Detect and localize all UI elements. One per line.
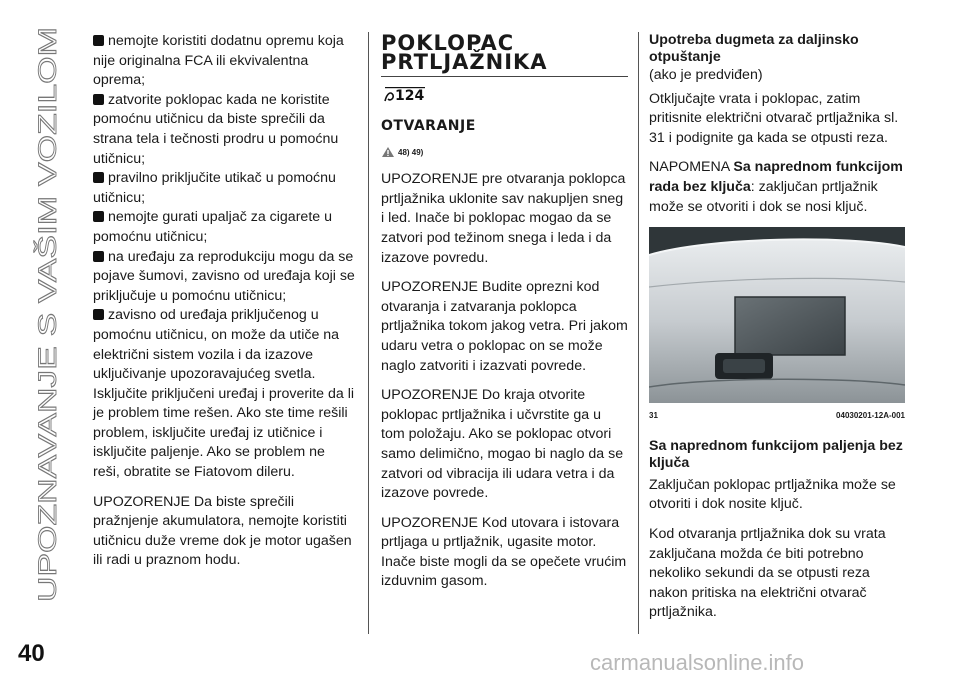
heading-note: (ako je predviđen) <box>649 67 763 83</box>
warning-triangle-icon <box>381 146 395 158</box>
figure-number: 31 <box>649 411 658 421</box>
figure-caption <box>649 406 905 426</box>
side-label-svg <box>18 22 68 602</box>
bullet-icon <box>93 251 104 262</box>
bullet-item: nemojte koristiti dodatnu opremu koja nije originalna FCA ili ekvivalentna oprema; <box>93 33 344 89</box>
column-1 <box>93 32 355 581</box>
paragraph: Kod otvaranja prtljažnika dok su vrata zaključana možda će biti potrebno nekoliko sekundi da se otpusti reza nakon pritiska na električni otvarač prtljažnika. <box>649 525 886 621</box>
warning-paragraph: UPOZORENJE Budite oprezni kod otvaranja i zatvaranja poklopca prtljažnika tokom jakog vetra. Pri jakom udaru vetra o poklopac on se može naglo zatvoriti i izazvati povrede. <box>381 279 628 374</box>
bullet-item: nemojte gurati upaljač za cigarete u pomoćnu utičnicu; <box>93 209 332 245</box>
bullet-icon <box>93 94 104 105</box>
bullet-icon <box>93 172 104 183</box>
warning-paragraph: UPOZORENJE Kod utovara i istovara prtljaga u prtljažnik, ugasite motor. Inače biste mogli da se opečete vrućim izduvnim gasom. <box>381 514 627 590</box>
fiat-124-logo-icon <box>381 83 628 105</box>
column-divider <box>638 32 639 634</box>
paragraph: Otključajte vrata i poklopac, zatim pritisnite električni otvarač prtljažnika sl. 31 i podignite ga kada se otpusti reza. <box>649 90 899 146</box>
side-label-text: UPOZNAVANJE S VAŠIM VOZILOM <box>34 194 62 602</box>
heading-remote-release: Upotreba dugmeta za daljinsko otpuštanje <box>649 32 859 65</box>
paragraph: Zaključan poklopac prtljažnika može se otvoriti i dok nosite ključ. <box>649 476 896 513</box>
heading-keyless: Sa naprednom funkcijom paljenja bez ključa <box>649 437 903 471</box>
page-number: 40 <box>18 640 45 667</box>
title-rule <box>381 76 628 77</box>
bullet-item: zavisno od uređaja priključenog u pomoćnu utičnicu, on može da utiče na električni sistem vozila i da izazove uključivanje upozoravajućeg svetla. Isključite priključeni uređaj i proverite da li je problem time rešen. Ako ste time rešili problem, isključite uređaj iz utičnice i isključite paljenje. Ako se problem ne reši, obratite se Fiatovom dileru. <box>93 307 355 481</box>
warning-paragraph: UPOZORENJE pre otvaranja poklopca prtljažnika uklonite sav nakupljen sneg i led. Inače bi poklopac mogao da se zatvori pod težinom snega i leda i da izazove povredu. <box>381 171 626 266</box>
watermark: carmanualsonline.info <box>590 650 805 675</box>
bullet-item: pravilno priključite utikač u pomoćnu utičnicu; <box>93 170 336 206</box>
trunk-figure <box>649 227 905 403</box>
column-3 <box>649 32 905 633</box>
side-section-label <box>18 22 68 602</box>
figure-code: 04030201-12A-001 <box>836 411 905 421</box>
bullet-icon <box>93 309 104 320</box>
subheading-opening: OTVARANJE <box>381 118 476 134</box>
warning-paragraph: UPOZORENJE Da biste sprečili pražnjenje akumulatora, nemojte koristiti utičnicu duže vreme dok je motor ugašen ili radi u praznom hodu. <box>93 493 352 569</box>
bullet-icon <box>93 211 104 222</box>
note-paragraph: NAPOMENA Sa naprednom funkcijom rada bez ključa: zaključan prtljažnik može se otvoriti i dok se nosi ključ. <box>649 159 903 215</box>
warning-reference: 48) 49) <box>381 143 628 163</box>
bullet-item: zatvorite poklopac kada ne koristite pomoćnu utičnicu da biste sprečili da strana tela i tečnosti prodru u pomoćnu utičnicu; <box>93 91 339 167</box>
bullet-icon <box>93 35 104 46</box>
svg-text:124: 124 <box>395 88 425 104</box>
warning-paragraph: UPOZORENJE Do kraja otvorite poklopac prtljažnika i učvrstite ga u tom položaju. Ako se poklopac otvori samo delimično, mogao bi naglo da se zatvori od vibracija ili udara vetra i da izazove povrede. <box>381 387 624 502</box>
trunk-illustration <box>649 227 905 403</box>
column-divider <box>368 32 369 634</box>
section-title: POKLOPAC PRTLJAŽNIKA <box>381 31 548 74</box>
bullet-item: na uređaju za reprodukciju mogu da se pojave šumovi, zavisno od uređaja koji se priključuje u pomoćnu utičnicu; <box>93 248 355 304</box>
column-2 <box>381 32 628 602</box>
